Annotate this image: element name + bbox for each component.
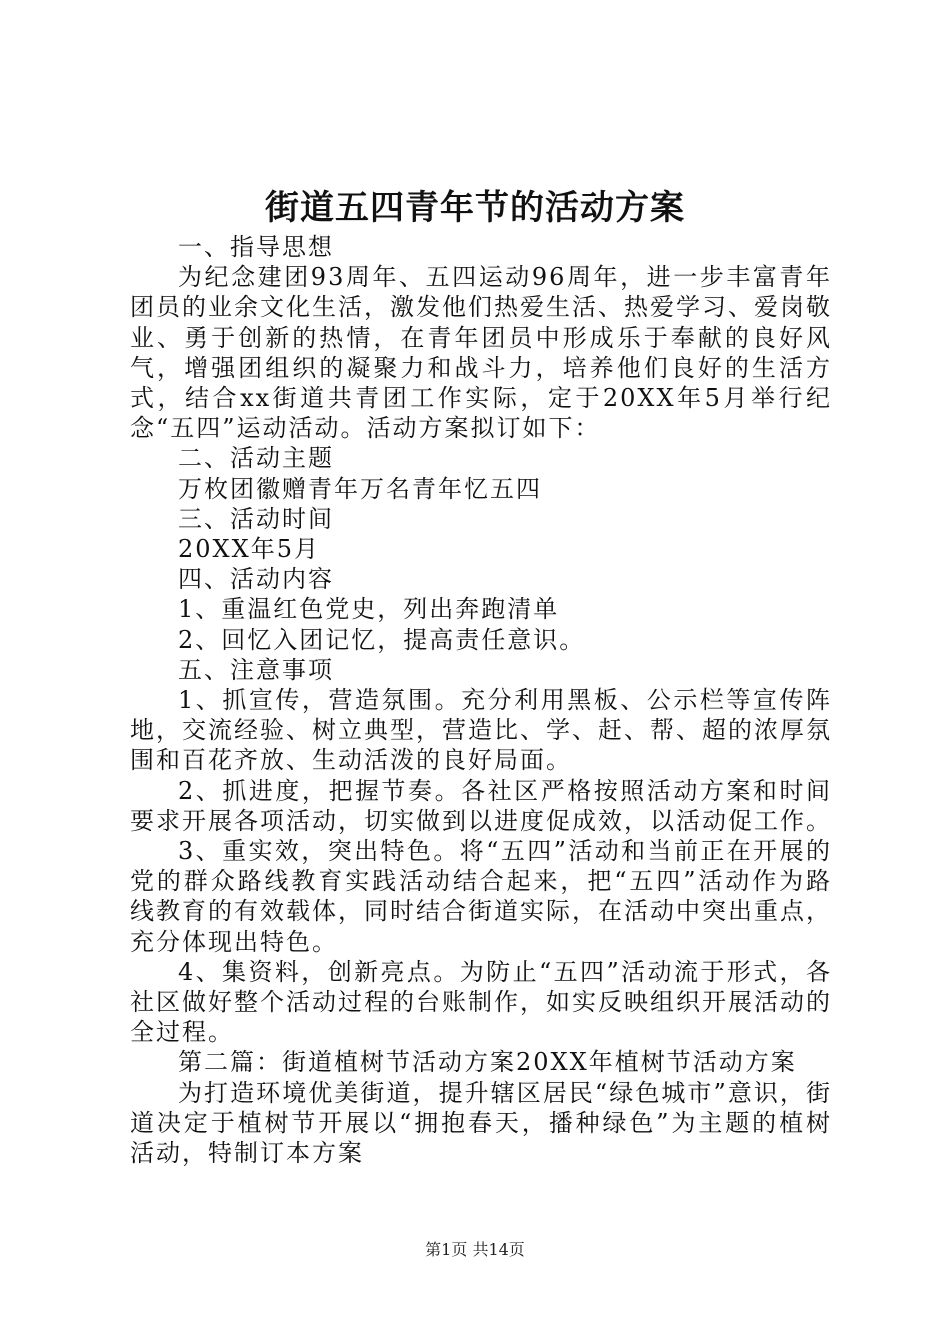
section-heading-time: 三、活动时间 — [178, 504, 334, 533]
section-heading-guiding-ideology: 一、指导思想 — [178, 233, 334, 261]
paragraph-guiding-ideology: 为纪念建团93周年、五四运动96周年，进一步丰富青年团员的业余文化生活，激发他们热爱生活、热爱学习、爱岗敬业、勇于创新的热情，在青年团员中形成乐于奉献的良好风气，增强团组织的凝聚力和战斗力，培养他们良好的生活方式，结合xx街道共青团工作实际，定于20XX年5月举行纪念“五四”运动活动。活动方案拟订如下： — [130, 263, 832, 443]
paragraph-second-article-intro: 为打造环境优美街道，提升辖区居民“绿色城市”意识，街道决定于植树节开展以“拥抱春天，播种绿色”为主题的植树活动，特制订本方案 — [130, 1078, 832, 1168]
list-item-content-1: 1、重温红色党史，列出奔跑清单 — [178, 595, 560, 624]
list-item-content-2: 2、回忆入团记忆，提高责任意识。 — [178, 625, 586, 654]
list-item-notes-4: 4、集资料，创新亮点。为防止“五四”活动流于形式，各社区做好整个活动过程的台账制作，如实反映组织开展活动的全过程。 — [130, 957, 832, 1047]
paragraph-theme: 万枚团徽赠青年万名青年忆五四 — [178, 474, 542, 503]
document-title: 街道五四青年节的活动方案 — [265, 188, 685, 228]
section-heading-notes: 五、注意事项 — [178, 655, 334, 684]
second-article-heading: 第二篇：街道植树节活动方案20XX年植树节活动方案 — [178, 1048, 797, 1077]
list-item-notes-3: 3、重实效，突出特色。将“五四”活动和当前正在开展的党的群众路线教育实践活动结合起来，把“五四”活动作为路线教育的有效载体，同时结合街道实际，在活动中突出重点，充分体现出特色。 — [130, 837, 832, 956]
section-heading-theme: 二、活动主题 — [178, 444, 334, 473]
paragraph-time: 20XX年5月 — [178, 535, 320, 564]
list-item-notes-2: 2、抓进度，把握节奏。各社区严格按照活动方案和时间要求开展各项活动，切实做到以进度促成效，以活动促工作。 — [130, 776, 832, 835]
list-item-notes-1: 1、抓宣传，营造氛围。充分利用黑板、公示栏等宣传阵地，交流经验、树立典型，营造比、学、赶、帮、超的浓厚氛围和百花齐放、生动活泼的良好局面。 — [130, 686, 832, 775]
page-footer: 第1页 共14页 — [425, 1240, 525, 1259]
section-heading-content: 四、活动内容 — [178, 565, 334, 594]
document-body — [130, 232, 832, 1168]
